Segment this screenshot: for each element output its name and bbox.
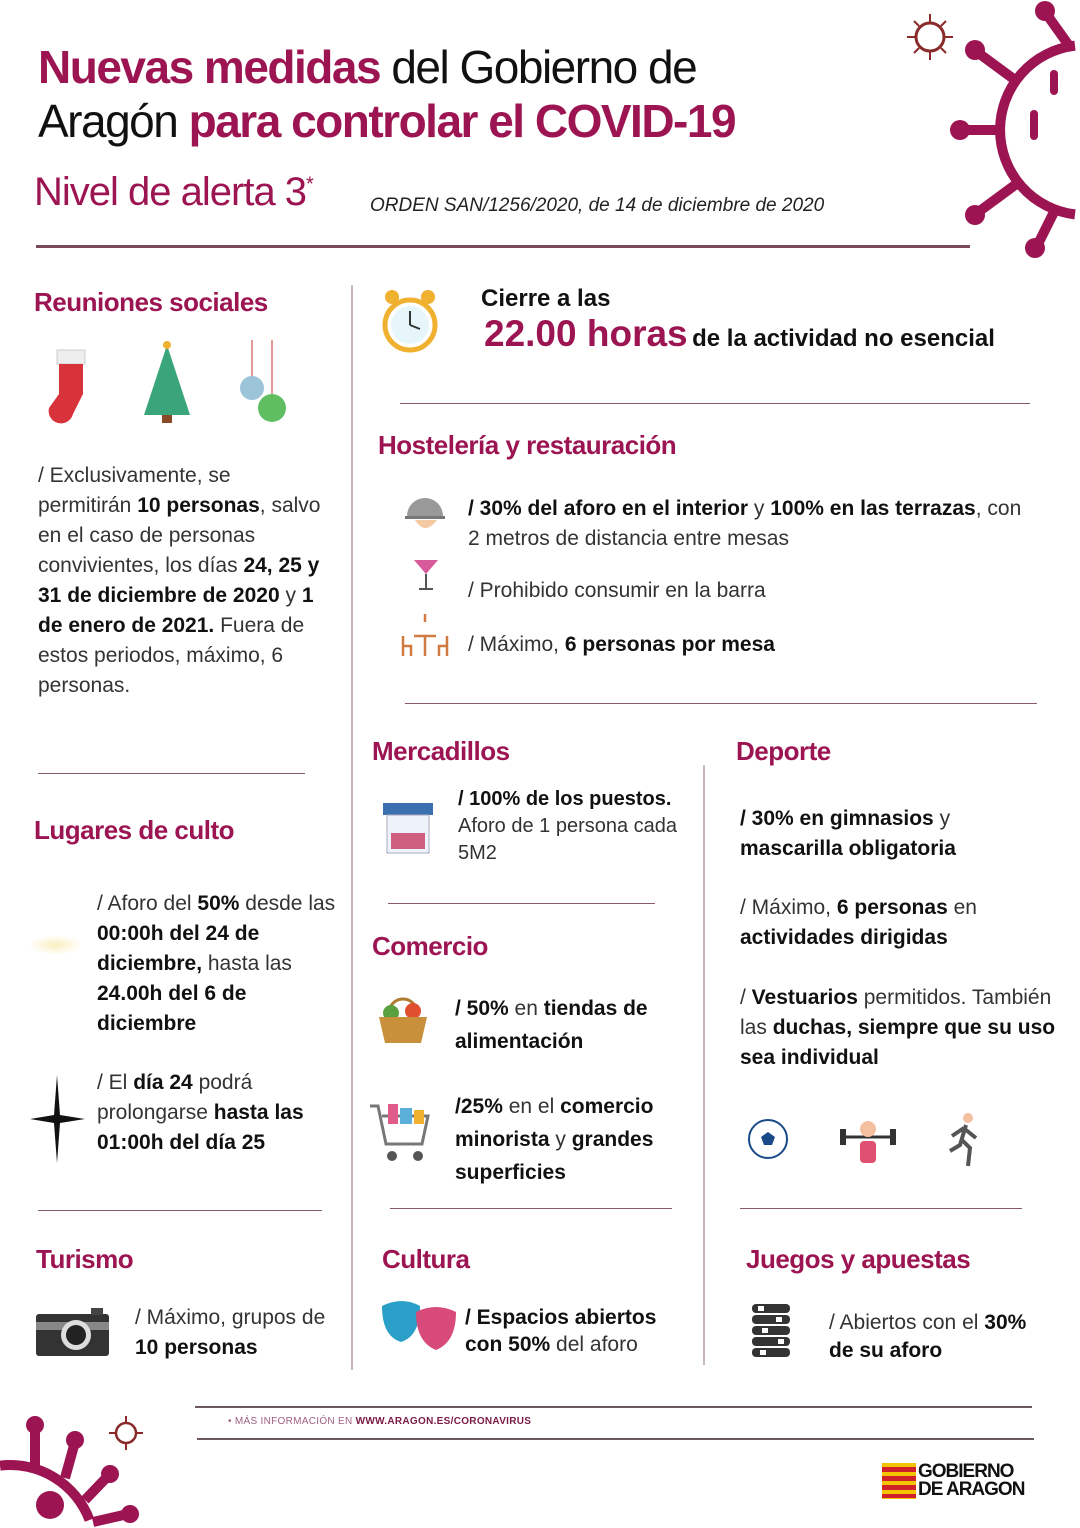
cierre-rest: de la actividad no esencial [692,325,995,352]
title-line-2 [38,94,735,148]
alarm-clock-icon [380,285,440,357]
text-segment: en [508,997,544,1020]
deporte-item-1 [740,804,1040,864]
bold-text-segment: 10 personas [137,494,260,517]
christmas-tree-icon [140,340,195,425]
stocking-icon [45,340,95,425]
section-title-deporte: Deporte [736,736,831,766]
text-segment: hasta las [202,952,292,975]
text-segment: / Máximo, [468,633,565,656]
shopping-cart-icon [368,1100,430,1166]
bold-text-segment: para controlar el COVID-19 [188,95,736,147]
deporte-item-2 [740,893,1040,953]
section-title-reuniones: Reuniones sociales [34,287,268,317]
alert-asterisk: * [306,173,313,196]
text-segment: / Prohibido consumir en la barra [468,579,766,602]
culto-item-2 [97,1068,342,1158]
reuniones-icons [45,340,290,425]
text-segment: y [933,807,951,830]
turismo-text [135,1303,335,1363]
text-segment: / [740,986,752,1009]
mercadillos-text [458,786,678,867]
soccer-ball-icon [747,1118,789,1160]
bold-text-segment: 10 personas [135,1336,258,1359]
poker-chips-icon [750,1302,792,1358]
text-segment: podrá prolongarse [97,1071,253,1124]
bold-text-segment: 24.00h del 6 de diciembre [97,982,247,1035]
virus-decoration-icon [945,0,1080,260]
alert-level [34,170,313,215]
small-virus-icon [905,12,955,62]
market-stall-icon [383,803,433,855]
text-segment: Aragón [38,95,189,147]
bold-text-segment: / 30% en gimnasios [740,807,934,830]
bold-text-segment: / 50% [455,997,509,1020]
bold-text-segment: / 100% de los puestos. [458,788,672,810]
bold-text-segment: día 24 [133,1071,193,1094]
hosteleria-item-1 [468,494,1038,554]
runner-icon [942,1112,980,1170]
text-segment: y [549,1128,572,1151]
bold-text-segment: Vestuarios [751,986,858,1009]
divider [195,1406,1032,1408]
bold-text-segment: / 30% del aforo en el interior [468,497,749,520]
bold-text-segment: 6 personas por mesa [564,633,775,656]
aragon-flag-icon [882,1463,916,1499]
comercio-item-2 [455,1090,695,1189]
text-segment: , salvo en el caso de personas convivientes, los días [38,494,321,577]
weightlifter-icon [838,1115,898,1167]
title-line-1 [38,40,696,94]
more-info: • MÁS INFORMACIÓN EN WWW.ARAGON.ES/CORONAVIRUS [228,1416,532,1427]
small-virus-icon [108,1415,144,1451]
bold-text-segment: 24, 25 y 31 de diciembre de 2020 [38,554,320,607]
text-segment: y [748,497,771,520]
cierre-hour: 22.00 horas [484,313,688,354]
logo-line-2: DE ARAGON [918,1479,1025,1500]
text-segment: / Máximo, grupos de [135,1306,326,1329]
text-segment: y [279,584,302,607]
alert-level-text: Nivel de alerta 3 [34,170,307,214]
bold-text-segment: grandes superficies [455,1128,654,1184]
section-title-cultura: Cultura [382,1244,470,1274]
bold-text-segment: 1 de enero de 2021. [38,584,314,637]
section-title-comercio: Comercio [372,931,488,961]
section-title-culto: Lugares de culto [34,815,235,845]
divider [197,1438,1034,1440]
text-segment: desde las [239,892,336,915]
grocery-basket-icon [377,993,429,1045]
culto-item-1 [97,889,347,1039]
text-segment: / Máximo, [740,896,837,919]
cloche-icon [405,492,445,537]
hosteleria-item-2 [468,576,766,606]
bold-text-segment: 100% en las terrazas [770,497,976,520]
order-reference: ORDEN SAN/1256/2020, de 14 de diciembre de 2020 [370,195,825,216]
camera-icon [36,1308,109,1356]
cocktail-icon [412,552,440,592]
cultura-text [465,1304,695,1358]
text-segment: del Gobierno de [380,41,697,93]
divider [36,245,970,248]
text-segment: Fuera de estos periodos, máximo, 6 personas. [38,614,305,697]
bold-text-segment: comercio minorista [455,1095,654,1151]
text-segment: / Abiertos con el [829,1311,985,1334]
text-segment: permitidos. También las [740,986,1052,1039]
logo-line-1: GOBIERNO [918,1461,1014,1482]
glow-icon [28,935,83,955]
table-chairs-icon [400,612,450,658]
divider [38,773,305,774]
cierre-line-1: Cierre a las [481,285,611,312]
bold-text-segment: hasta las 01:00h del día 25 [97,1101,304,1154]
text-segment: / Exclusivamente, se permitirán [38,464,231,517]
section-title-mercadillos: Mercadillos [372,736,510,766]
cierre-line-2 [484,313,995,355]
bold-text-segment: 50% [197,892,240,915]
comercio-item-1 [455,992,695,1058]
divider [351,285,353,1370]
more-info-link[interactable]: WWW.ARAGON.ES/CORONAVIRUS [355,1416,532,1427]
theater-masks-icon [380,1300,458,1354]
bold-text-segment: actividades dirigidas [740,926,948,949]
more-info-prefix: MÁS INFORMACIÓN EN [234,1416,356,1427]
bold-text-segment: Nuevas medidas [38,41,381,93]
bold-text-segment: /25% [455,1095,503,1118]
bold-text-segment: tiendas de alimentación [455,997,648,1053]
text-segment: Aforo de 1 persona cada 5M2 [458,815,678,864]
deporte-item-3 [740,983,1060,1073]
text-segment: del aforo [550,1333,638,1356]
section-title-turismo: Turismo [36,1244,134,1274]
divider [405,703,1037,704]
juegos-text [829,1309,1029,1365]
text-segment: , con 2 metros de distancia entre mesas [468,497,1022,550]
divider [740,1208,1022,1209]
bold-text-segment: 30% de su aforo [829,1311,1027,1362]
divider [38,1210,322,1211]
text-segment: en el [502,1095,561,1118]
divider [400,403,1030,404]
text-segment: en [947,896,977,919]
ornaments-icon [240,340,290,425]
reuniones-text [38,461,323,701]
text-segment: / Aforo del [97,892,198,915]
divider [703,765,705,1365]
bold-text-segment: 6 personas [836,896,948,919]
sparkle-star-icon [30,1075,85,1163]
gobierno-aragon-logo [882,1463,1024,1499]
bold-text-segment: duchas, siempre que su uso sea individual [740,1016,1056,1069]
divider [390,1208,672,1209]
bold-text-segment: mascarilla obligatoria [740,837,956,860]
bold-text-segment: 00:00h del 24 de diciembre, [97,922,260,975]
section-title-juegos: Juegos y apuestas [746,1244,971,1274]
hosteleria-item-3 [468,630,775,660]
divider [388,903,655,904]
text-segment: / El [97,1071,134,1094]
bold-text-segment: / Espacios abiertos con 50% [465,1306,657,1356]
section-title-hosteleria: Hostelería y restauración [378,430,677,460]
